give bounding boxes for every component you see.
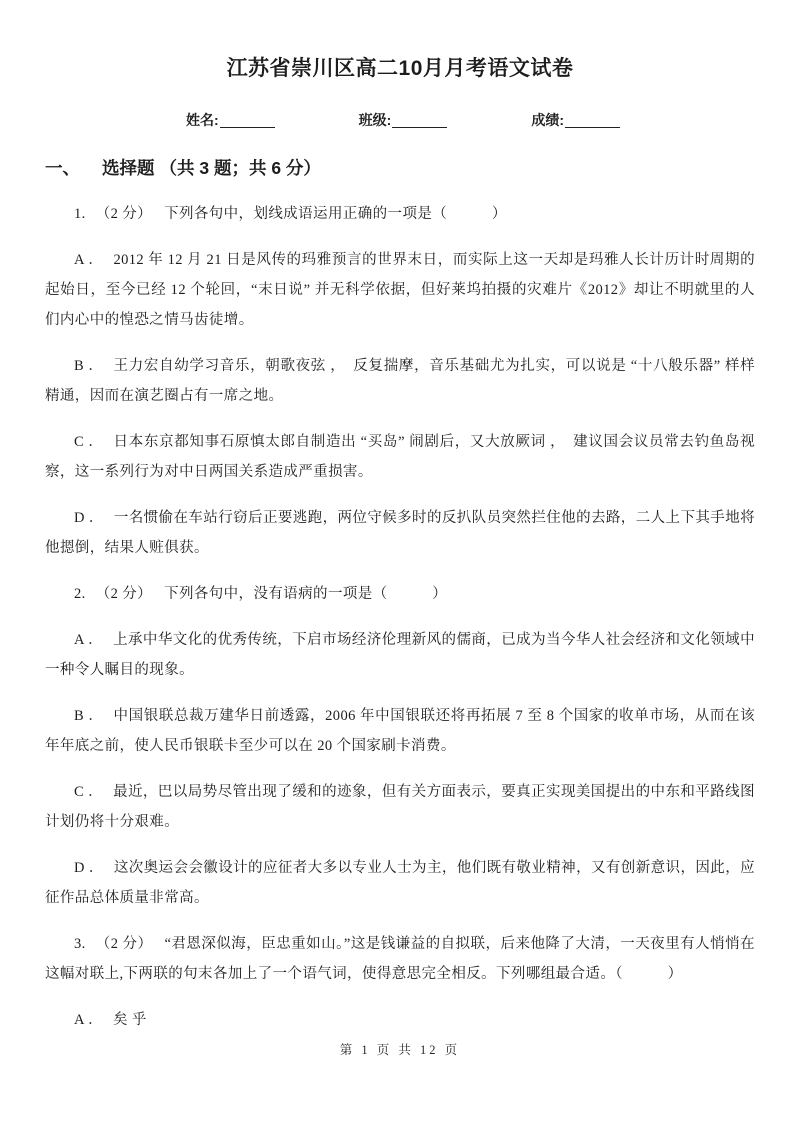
score-field <box>531 110 620 130</box>
question-3-option-a-text: 矣 乎 <box>113 1012 147 1028</box>
question-2-option-a-label: A ． <box>74 632 104 648</box>
question-2-option-c <box>45 777 755 837</box>
section-meta: （共 3 题；共 6 分） <box>159 158 321 178</box>
question-1 <box>45 199 755 563</box>
score-label: 成绩: <box>531 112 565 128</box>
page-title: 江苏省崇川区高二10月月考语文试卷 <box>226 57 574 80</box>
question-3-points: （2 分） <box>95 936 153 952</box>
question-1-option-b-label: B ． <box>74 358 104 374</box>
question-2-number: 2. <box>74 586 86 602</box>
page-number-footer: 第 1 页 共 12 页 <box>339 1043 461 1057</box>
question-1-points: （2 分） <box>95 206 153 222</box>
question-2-text: 下列各句中，没有语病的一项是（ ） <box>164 586 448 602</box>
question-2-option-b-text: 中国银联总裁万建华日前透露，2006 年中国银联还将再拓展 7 至 8 个国家的收单市场，从而在该年年底之前，使人民币银联卡至少可以在 20 个国家刷卡消费。 <box>45 708 755 754</box>
question-3-option-a <box>45 1005 755 1035</box>
name-label: 姓名: <box>186 112 219 128</box>
question-2-option-d <box>45 853 755 913</box>
section-header <box>45 156 755 180</box>
question-2-option-a-text: 上承中华文化的优秀传统，下启市场经济伦理新风的儒商，已成为当今华人社会经济和文化领域中一种令人瞩目的现象。 <box>45 632 755 678</box>
class-label: 班级: <box>358 112 392 128</box>
question-2-option-a <box>45 625 755 685</box>
question-3 <box>45 929 755 1035</box>
question-2-option-d-label: D ． <box>74 860 104 876</box>
question-1-option-b <box>45 351 755 411</box>
question-2-option-d-text: 这次奥运会会徽设计的应征者大多以专业人士为主，他们既有敬业精神，又有创新意识，因此，应征作品总体质量非常高。 <box>45 860 756 906</box>
section-title: 选择题 <box>102 158 155 178</box>
question-1-number: 1. <box>74 206 86 222</box>
question-1-option-b-text: 王力宏自幼学习音乐，朝歌夜弦 ， 反复揣摩，音乐基础尤为扎实，可以说是 “十八般乐器” 样样精通，因而在演艺圈占有一席之地。 <box>45 358 755 404</box>
name-blank-line <box>220 112 275 128</box>
question-3-stem <box>45 929 755 989</box>
question-1-option-a-label: A ． <box>74 252 104 268</box>
question-3-text: “君恩深似海，臣忠重如山。”这是钱谦益的自拟联，后来他降了大清，一天夜里有人悄悄在这幅对联上,下两联的句末各加上了一个语气词，使得意思完全相反。下列哪组最合适。（ ） <box>45 936 755 982</box>
question-1-option-a-text: 2012 年 12 月 21 日是风传的玛雅预言的世界末日，而实际上这一天却是玛雅人长计历计时周期的起始日，至今已经 12 个轮回，“末日说” 并无科学依据，但好莱坞拍摄的灾难片《2012》却让不明就里的人们内心中的惶恐之情马齿徒增。 <box>45 252 755 328</box>
question-2-option-c-text: 最近，巴以局势尽管出现了缓和的迹象，但有关方面表示，要真正实现美国提出的中东和平路线图计划仍将十分艰难。 <box>45 784 755 830</box>
question-2 <box>45 579 755 913</box>
question-1-option-c <box>45 427 755 487</box>
question-2-option-c-label: C ． <box>74 784 104 800</box>
question-3-option-a-label: A ． <box>74 1012 103 1028</box>
class-blank-line <box>392 112 447 128</box>
question-1-stem <box>45 199 755 229</box>
section-number: 一、 <box>45 158 80 178</box>
question-1-option-d-text: 一名惯偷在车站行窃后正要逃跑，两位守候多时的反扒队员突然拦住他的去路，二人上下其手地将他摁倒，结果人赃俱获。 <box>45 510 756 556</box>
question-3-number: 3. <box>74 936 86 952</box>
question-2-option-b <box>45 701 755 761</box>
question-1-option-a <box>45 245 755 335</box>
score-blank-line <box>565 112 620 128</box>
question-1-option-c-text: 日本东京都知事石原慎太郎自制造出 “买岛” 闹剧后，又大放厥词 ， 建议国会议员常去钓鱼岛视察，这一系列行为对中日两国关系造成严重损害。 <box>45 434 755 480</box>
question-1-option-d <box>45 503 755 563</box>
question-2-stem <box>45 579 755 609</box>
class-field <box>359 110 448 130</box>
name-field <box>186 110 275 130</box>
question-2-points: （2 分） <box>95 586 153 602</box>
question-1-option-c-label: C ． <box>74 434 104 450</box>
question-1-option-d-label: D ． <box>74 510 104 526</box>
question-2-option-b-label: B ． <box>74 708 104 724</box>
question-1-text: 下列各句中，划线成语运用正确的一项是（ ） <box>164 206 507 222</box>
student-info-row <box>186 108 755 130</box>
